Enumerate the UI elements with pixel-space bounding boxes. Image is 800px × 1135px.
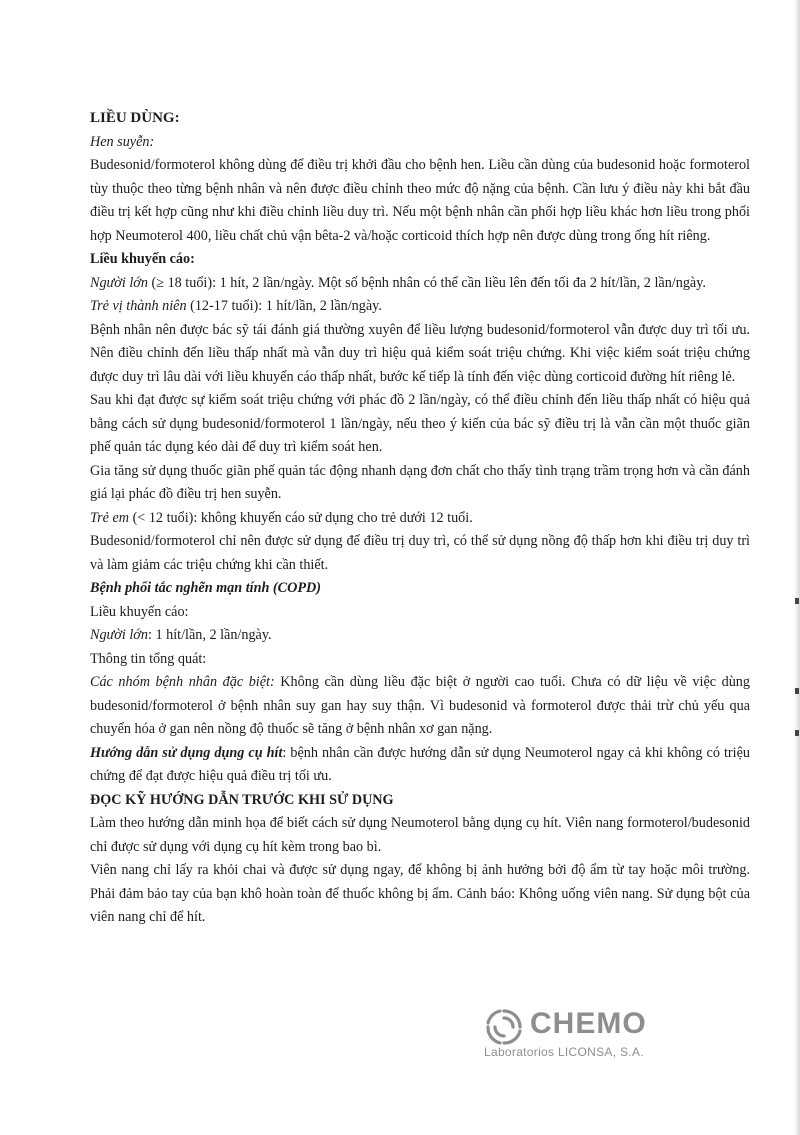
read-instructions-heading: ĐỌC KỸ HƯỚNG DẪN TRƯỚC KHI SỬ DỤNG	[90, 791, 394, 808]
device-instructions	[90, 742, 750, 789]
paragraph-intro: Budesonid/formoterol không dùng để điều trị khởi đầu cho bệnh hen. Liều cần dùng của budesonid hoặc formoterol tùy thuộc theo từng bệnh nhân và nên được điều chỉnh theo mức độ nặng của bệnh. Cần lưu ý điều này khi bắt đầu điều trị kết hợp cũng như khi điều chỉnh liều duy trì. Nếu một bệnh nhân cần phối hợp liều khác hơn liều trong phối hợp Neumoterol 400, liều chất chủ vận bêta-2 và/hoặc corticoid thích hợp nên được dùng trong ống hít riêng.	[90, 157, 750, 244]
section-title: LIỀU DÙNG:	[90, 110, 180, 126]
adult-text: (≥ 18 tuổi): 1 hít, 2 lần/ngày. Một số bệnh nhân có thể cần liều lên đến tối đa 2 hít/lần, 2 lần/ngày.	[147, 274, 706, 291]
special-populations	[90, 671, 750, 742]
paragraph-device-usage: Làm theo hướng dẫn minh họa để biết cách sử dụng Neumoterol bằng dụng cụ hít. Viên nang formoterol/budesonid chỉ được sử dụng với dụng cụ hít kèm trong bao bì.	[90, 815, 750, 855]
document-body	[90, 107, 750, 930]
paragraph-once-daily: Sau khi đạt được sự kiểm soát triệu chứng với phác đồ 2 lần/ngày, có thể điều chỉnh đến liều thấp nhất có hiệu quả bằng cách sử dụng budesonid/formoterol 1 lần/ngày, nếu theo ý kiến của bác sỹ điều trị là vẫn cần một thuốc giãn phế quản tác dụng kéo dài để duy trì kiểm soát hen.	[90, 392, 750, 455]
paragraph-reassess: Bệnh nhân nên được bác sỹ tái đánh giá thường xuyên để liều lượng budesonid/formoterol vẫn được duy trì tối ưu. Nên điều chỉnh đến liều thấp nhất mà vẫn duy trì hiệu quả kiểm soát triệu chứng. Khi việc kiểm soát triệu chứng được duy trì lâu dài với liều khuyến cáo thấp nhất, bước kế tiếp là tính đến việc dùng corticoid đường hít riêng lẻ.	[90, 321, 750, 385]
special-text: Không cần dùng liều đặc biệt ở người cao tuổi. Chưa có dữ liệu về việc dùng budesonid/formoterol ở bệnh nhân suy gan hay suy thận. Vì budesonid và formoterol được thải trừ chủ yếu qua chuyển hóa ở gan nên nồng độ thuốc sẽ tăng ở bệnh nhân xơ gan nặng.	[90, 674, 750, 737]
logo-name: CHEMO	[530, 1007, 647, 1040]
device-label: Hướng dẫn sử dụng dụng cụ hít	[90, 744, 283, 761]
logo-subtitle: Laboratorios LICONSA, S.A.	[484, 1045, 644, 1059]
copd-recommended: Liều khuyến cáo:	[90, 603, 189, 620]
teen-dose	[90, 295, 750, 319]
recommended-dose-heading: Liều khuyến cáo:	[90, 251, 195, 267]
teen-text: (12-17 tuổi): 1 hít/lần, 2 lần/ngày.	[186, 298, 382, 314]
copd-adult-label: Người lớn	[90, 627, 148, 643]
adult-label: Người lớn	[90, 274, 148, 291]
scan-edge	[794, 0, 800, 1135]
copd-heading: Bệnh phổi tắc nghẽn mạn tính (COPD)	[90, 580, 321, 596]
child-text: (< 12 tuổi): không khuyến cáo sử dụng cho trẻ dưới 12 tuổi.	[129, 509, 473, 526]
paragraph-bronchodilator: Gia tăng sử dụng thuốc giãn phế quản tác động nhanh dạng đơn chất cho thấy tình trạng trầm trọng hơn và cần đánh giá lại phác đồ điều trị hen suyễn.	[90, 462, 750, 502]
teen-label: Trẻ vị thành niên	[90, 298, 187, 314]
chemo-logo	[484, 1005, 684, 1061]
paragraph-capsule-warning: Viên nang chỉ lấy ra khỏi chai và được sử dụng ngay, để không bị ảnh hưởng bởi độ ẩm từ tay hoặc môi trường. Phải đảm bảo tay của bạn khô hoàn toàn để thuốc không bị ẩm. Cảnh báo: Không uống viên nang. Sử dụng bột của viên nang chỉ để hít.	[90, 862, 750, 925]
copd-adult-text: : 1 hít/lần, 2 lần/ngày.	[147, 627, 272, 643]
device-text: : bệnh nhân cần được hướng dẫn sử dụng Neumoterol ngay cả khi không có triệu chứng để đạt được hiệu quả điều trị tối ưu.	[90, 744, 750, 784]
scan-mark	[795, 688, 799, 694]
adult-dose	[90, 272, 750, 296]
paragraph-maintenance: Budesonid/formoterol chỉ nên được sử dụng để điều trị duy trì, có thể sử dụng nồng độ thấp hơn khi điều trị duy trì và làm giảm các triệu chứng khi cần thiết.	[90, 533, 750, 573]
chemo-swirl-icon	[484, 1007, 524, 1047]
asthma-heading: Hen suyễn:	[90, 133, 155, 150]
child-dose	[90, 507, 750, 531]
general-info: Thông tin tổng quát:	[90, 650, 207, 667]
child-label: Trẻ em	[90, 509, 130, 526]
scan-mark	[795, 730, 799, 736]
copd-adult-dose	[90, 624, 750, 648]
special-label: Các nhóm bệnh nhân đặc biệt:	[90, 674, 275, 690]
scan-mark	[795, 598, 799, 604]
